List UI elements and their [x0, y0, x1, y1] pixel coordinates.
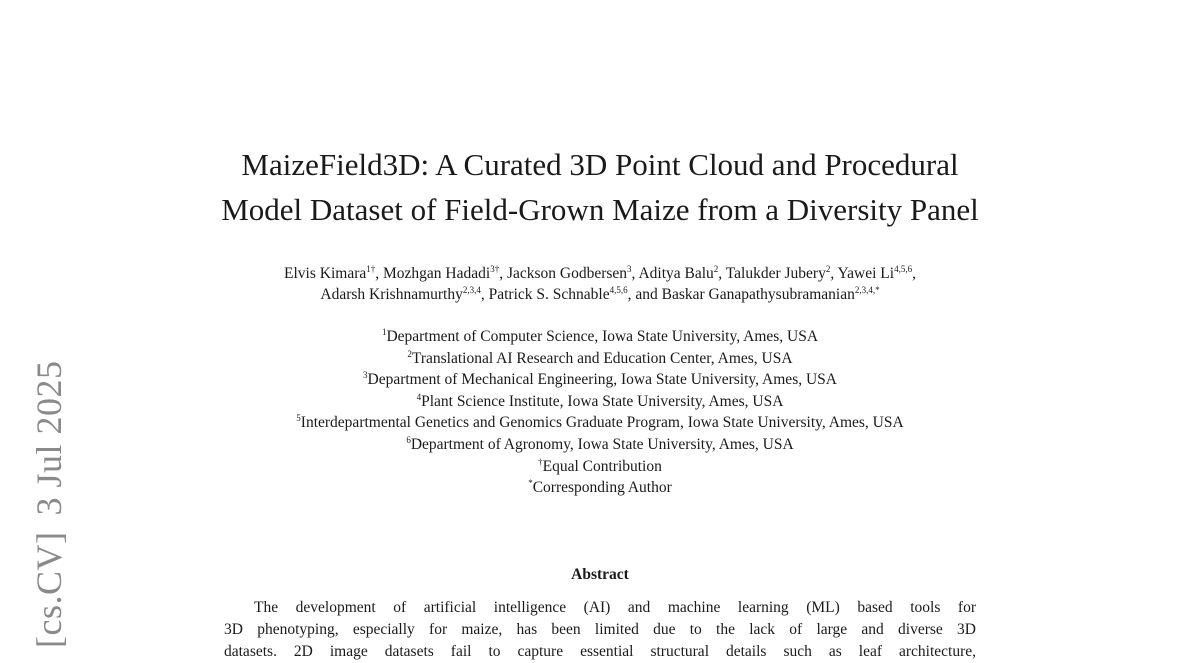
- affiliation-mark: 3: [363, 370, 368, 381]
- corresponding-author-note: [100, 477, 1100, 499]
- affiliation-text: Department of Agronomy, Iowa State University, Ames, USA: [410, 435, 794, 453]
- affiliation-item: [100, 348, 1100, 370]
- author-name: Jackson Godbersen: [506, 265, 628, 282]
- author-separator: ,: [499, 265, 507, 282]
- author-name: Aditya Balu: [638, 265, 714, 282]
- affiliation-text: Plant Science Institute, Iowa State University, Ames, USA: [421, 392, 784, 410]
- affiliation-item: [100, 326, 1100, 348]
- affiliation-item: [100, 434, 1100, 456]
- author-affil-mark: 4,5,6: [609, 285, 628, 295]
- author-list: [100, 263, 1100, 305]
- author-name: Adarsh Krishnamurthy: [320, 286, 463, 303]
- paper-title: [100, 142, 1100, 232]
- affiliation-mark: 1: [381, 327, 387, 337]
- affiliation-text: Interdepartmental Genetics and Genomics Graduate Program, Iowa State University, Ames, USA: [300, 414, 904, 432]
- author-name: Baskar Ganapathysubramanian: [661, 286, 855, 303]
- affiliation-list: [100, 326, 1100, 499]
- abstract-line: The development of artificial intelligence (AI) and machine learning (ML) based tools for: [254, 599, 976, 616]
- author-line-2: [100, 284, 1100, 305]
- paper-title-line-2: Model Dataset of Field-Grown Maize from a Diversity Panel: [221, 192, 979, 227]
- author-affil-mark: 2: [713, 264, 719, 274]
- affiliation-text: Department of Mechanical Engineering, Iowa State University, Ames, USA: [367, 371, 837, 389]
- author-affil-mark: 3†: [490, 264, 500, 274]
- affiliation-text: Department of Computer Science, Iowa State University, Ames, USA: [386, 328, 819, 345]
- affiliation-item: [100, 391, 1100, 413]
- affiliation-mark: 5: [296, 413, 301, 424]
- author-separator: ,: [830, 265, 838, 282]
- author-affil-mark: 4,5,6: [894, 264, 913, 274]
- affiliation-text: Translational AI Research and Education Center, Ames, USA: [411, 349, 793, 367]
- author-affil-mark: 3: [627, 264, 632, 274]
- arxiv-category: [cs.CV]: [29, 531, 69, 648]
- author-separator: ,: [375, 265, 383, 282]
- author-affil-mark: 2,3,4: [462, 285, 481, 295]
- author-separator: ,: [631, 265, 639, 282]
- affiliation-mark: †: [538, 456, 543, 467]
- affiliation-text: Equal Contribution: [542, 457, 662, 475]
- author-separator: ,: [912, 265, 916, 282]
- affiliation-mark: *: [528, 478, 533, 489]
- author-name: Elvis Kimara: [284, 265, 367, 282]
- author-name: Mozhgan Hadadi: [383, 265, 491, 282]
- author-affil-mark: 2: [825, 264, 831, 274]
- abstract-body: [224, 597, 976, 660]
- affiliation-item: [100, 412, 1100, 434]
- affiliation-item: [100, 369, 1100, 391]
- affiliation-text: Corresponding Author: [532, 479, 672, 497]
- author-separator: ,: [480, 286, 489, 303]
- abstract-line: datasets. 2D image datasets fail to capture essential structural details such as leaf architecture,: [224, 643, 976, 660]
- author-affil-mark: 1†: [366, 264, 376, 274]
- author-name: Yawei Li: [837, 265, 895, 282]
- author-name: Patrick S. Schnable: [488, 286, 610, 303]
- author-line-1: [100, 263, 1100, 284]
- affiliation-mark: 2: [407, 348, 412, 359]
- author-separator: , and: [627, 286, 662, 303]
- affiliation-mark: 4: [416, 391, 422, 402]
- abstract-heading: Abstract: [571, 566, 629, 583]
- author-name: Talukder Jubery: [725, 265, 826, 282]
- abstract-line: 3D phenotyping, especially for maize, has been limited due to the lack of large and diverse 3D: [224, 621, 976, 638]
- paper-title-line-1: MaizeField3D: A Curated 3D Point Cloud and Procedural: [241, 147, 959, 182]
- author-affil-mark: 2,3,4,*: [854, 285, 880, 295]
- affiliation-mark: 6: [406, 434, 411, 445]
- arxiv-date: 3 Jul 2025: [29, 360, 69, 516]
- author-separator: ,: [718, 265, 726, 282]
- equal-contribution-note: [100, 456, 1100, 478]
- arxiv-side-stamp: [28, 345, 70, 649]
